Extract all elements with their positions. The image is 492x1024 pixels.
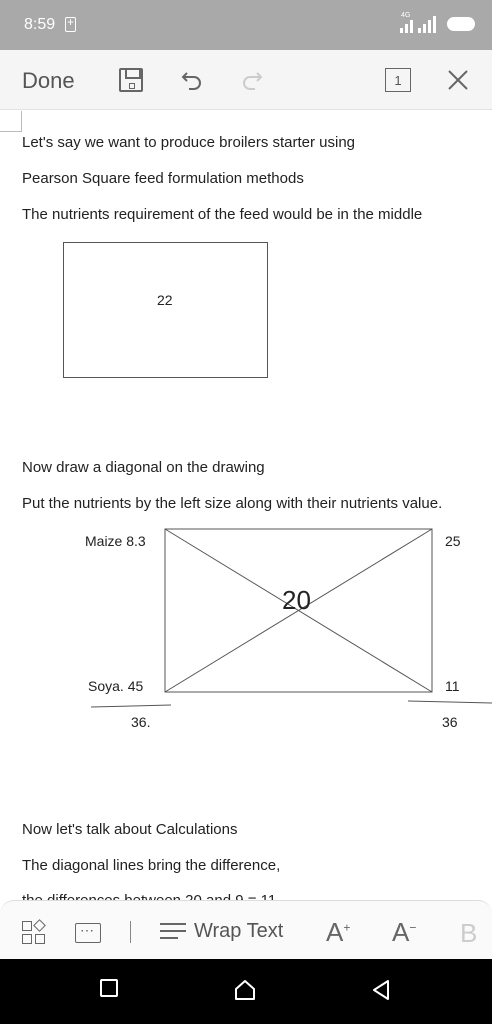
bold-icon[interactable]: B [460,918,478,948]
status-time: 8:59 [24,16,56,33]
bottom-right-value: 11 [445,678,460,694]
done-button[interactable]: Done [22,68,75,93]
back-button[interactable] [370,979,392,1006]
soya-label: Soya. 45 [88,678,144,694]
page-corner-mark [0,111,22,132]
battery-icon [447,17,475,31]
close-icon[interactable] [442,64,474,96]
save-icon[interactable] [115,64,147,96]
left-total: 36. [131,714,151,730]
paragraph: Pearson Square feed formulation methods [22,170,304,187]
paragraph: Put the nutrients by the left size along with their nutrients value. [22,495,443,512]
paragraph: The diagonal lines bring the difference, [22,857,281,874]
page-number: 1 [385,68,411,92]
pearson-square-diagram [0,521,492,721]
system-nav-bar [0,959,492,1024]
toolbar-divider [130,921,131,943]
center-value: 20 [282,585,311,615]
paragraph: Now draw a diagonal on the drawing [22,459,265,476]
battery-saver-icon [65,17,76,32]
document-body[interactable] [0,111,492,900]
requirement-value: 22 [157,292,173,308]
status-bar [0,0,492,50]
paragraph: Let's say we want to produce broilers starter using [22,134,356,151]
redo-icon[interactable] [236,64,268,96]
keyboard-icon[interactable] [75,923,101,943]
paragraph: Now let's talk about Calculations [22,821,238,838]
paragraph: The nutrients requirement of the feed would be in the middle [22,206,423,223]
tools-grid-icon[interactable] [22,921,46,945]
right-total: 36 [442,714,458,730]
maize-label: Maize 8.3 [85,533,146,549]
undo-icon[interactable] [176,64,208,96]
recents-button[interactable] [100,979,118,997]
increase-font-icon[interactable]: A+ [326,917,351,947]
network-type-label: 4G [401,12,411,19]
page-count-button[interactable] [382,64,414,96]
pearson-square-empty [63,242,268,378]
editor-toolbar [0,50,492,110]
wrap-text-icon[interactable] [160,921,186,943]
top-right-value: 25 [445,533,461,549]
decrease-font-icon[interactable]: A− [392,917,417,947]
wrap-text-button[interactable]: Wrap Text [194,920,284,942]
home-button[interactable] [234,979,256,1006]
format-toolbar [0,900,492,959]
